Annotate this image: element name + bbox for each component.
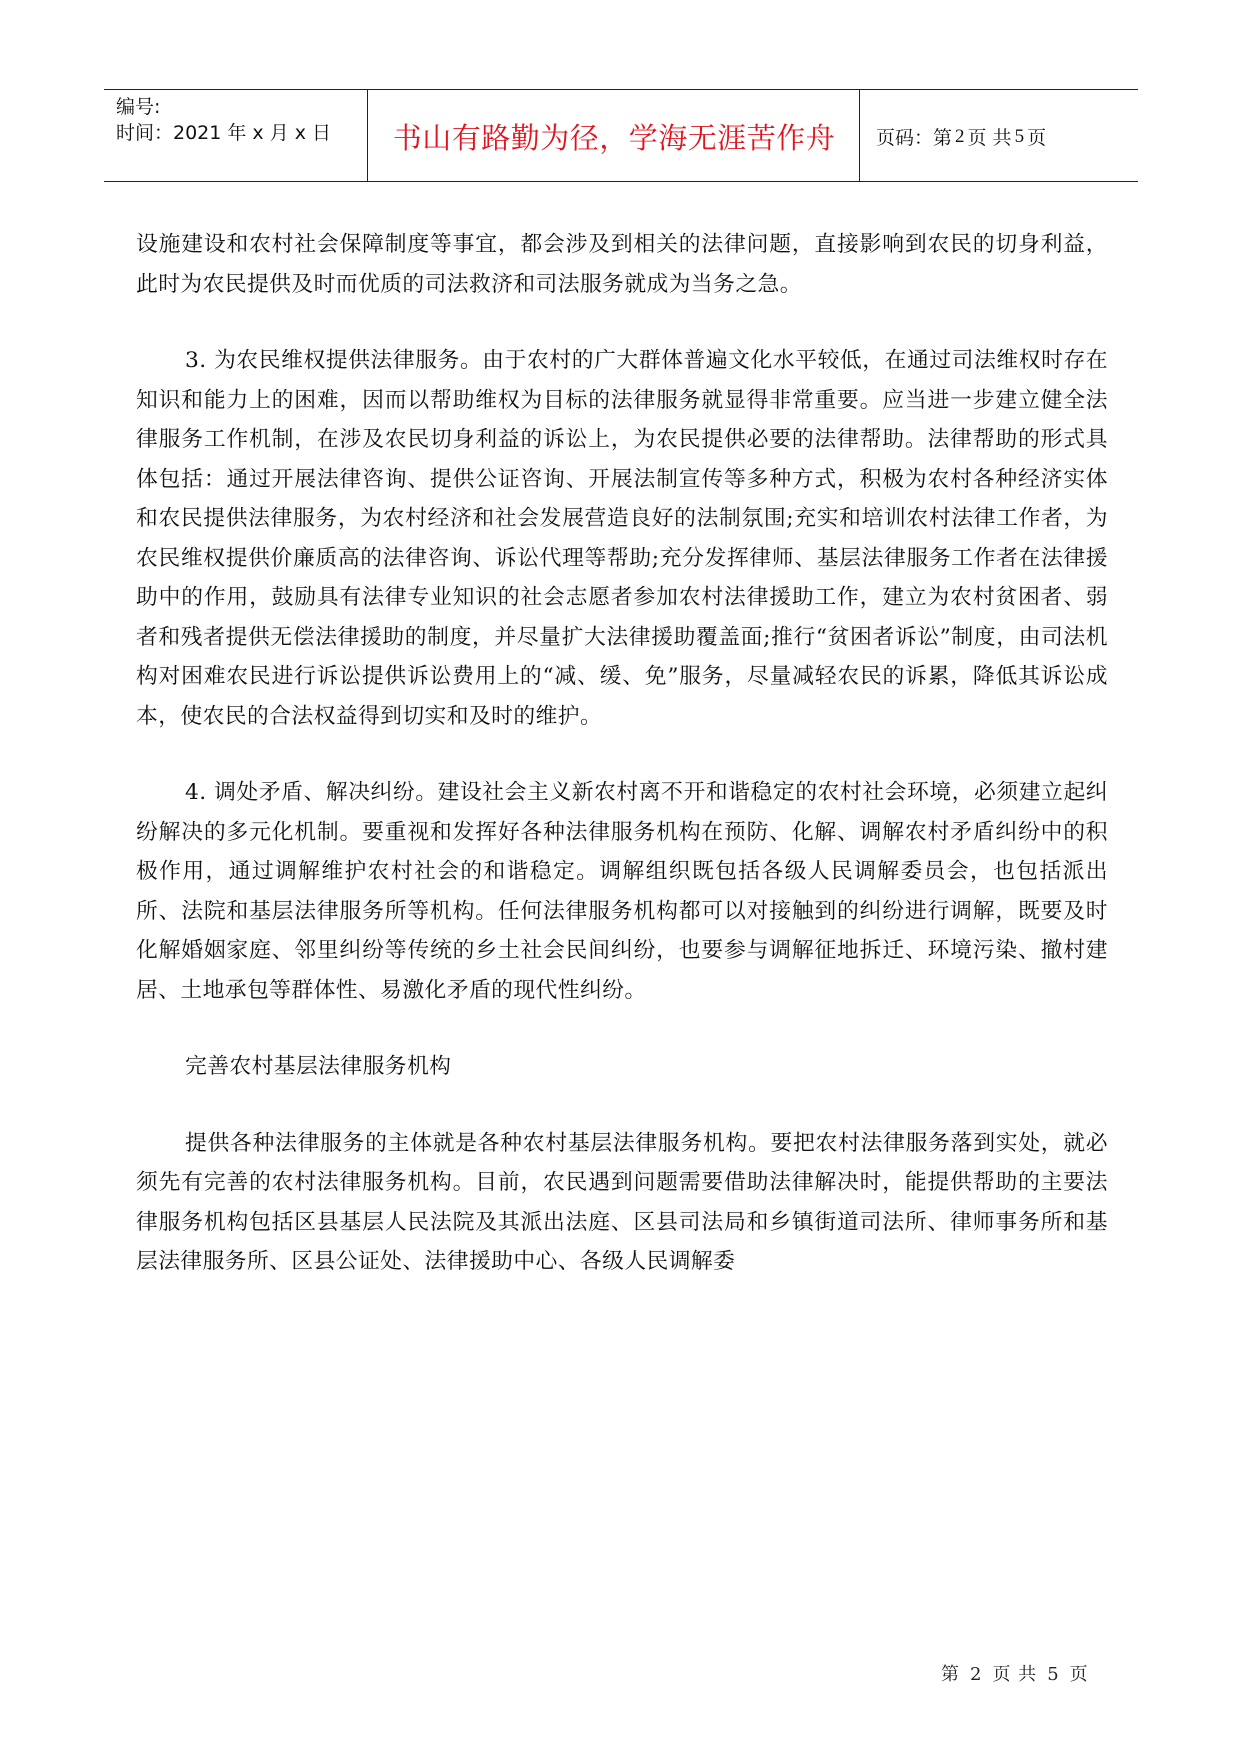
header-page-indicator: [876, 90, 1046, 180]
document-body: [136, 225, 1108, 1319]
serial-label: 编号:: [116, 96, 161, 118]
footer-total: 5: [1047, 1664, 1060, 1685]
paragraph-item-3: 3. 为农民维权提供法律服务。由于农村的广大群体普遍文化水平较低，在通过司法维权时存在知识和能力上的困难，因而以帮助维权为目标的法律服务就显得非常重要。应当进一步建立健全法律服务工作机制，在涉及农民切身利益的诉讼上，为农民提供必要的法律帮助。法律帮助的形式具体包括：通过开展法律咨询、提供公证咨询、开展法制宣传等多种方式，积极为农村各种经济实体和农民提供法律服务，为农村经济和社会发展营造良好的法制氛围;充实和培训农村法律工作者，为农民维权提供价廉质高的法律咨询、诉讼代理等帮助;充分发挥律师、基层法律服务工作者在法律援助中的作用，鼓励具有法律专业知识的社会志愿者参加农村法律援助工作，建立为农村贫困者、弱者和残者提供无偿法律援助的制度，并尽量扩大法律援助覆盖面;推行“贫困者诉讼”制度，由司法机构对困难农民进行诉讼提供诉讼费用上的“减、缓、免”服务，尽量减轻农民的诉累，降低其诉讼成本，使农民的合法权益得到切实和及时的维护。: [136, 348, 1108, 729]
page-footer: [936, 1660, 1094, 1686]
footer-suffix: 页: [1069, 1664, 1089, 1685]
paragraph-institutions: 提供各种法律服务的主体就是各种农村基层法律服务机构。要把农村法律服务落到实处，就必须先有完善的农村法律服务机构。目前，农民遇到问题需要借助法律解决时，能提供帮助的主要法律服务机构包括区县基层人民法院及其派出法庭、区县司法局和乡镇街道司法所、律师事务所和基层法律服务所、区县公证处、法律援助中心、各级人民调解委: [136, 1130, 1108, 1274]
pager-prefix: 页码：第: [876, 127, 953, 149]
header-motto: 书山有路勤为径，学海无涯苦作舟: [392, 121, 836, 155]
footer-prefix: 第: [941, 1664, 960, 1685]
paragraph-item-4: 4. 调处矛盾、解决纠纷。建设社会主义新农村离不开和谐稳定的农村社会环境，必须建立起纠纷解决的多元化机制。要重视和发挥好各种法律服务机构在预防、化解、调解农村矛盾纠纷中的积极作用，通过调解维护农村社会的和谐稳定。调解组织既包括各级人民调解委员会，也包括派出所、法院和基层法律服务所等机构。任何法律服务机构都可以对接触到的纠纷进行调解，既要及时化解婚姻家庭、邻里纠纷等传统的乡土社会民间纠纷，也要参与调解征地拆迁、环境污染、撤村建居、土地承包等群体性、易激化矛盾的现代性纠纷。: [136, 780, 1108, 1003]
footer-current: 2: [970, 1664, 983, 1685]
time-label: 时间：2021 年 x 月 x 日: [116, 122, 332, 144]
pager-current: 2: [955, 125, 965, 147]
pager-mid: 页 共: [967, 127, 1012, 149]
pager-total: 5: [1014, 125, 1025, 147]
paragraph-continuation: 设施建设和农村社会保障制度等事宜，都会涉及到相关的法律问题，直接影响到农民的切身利益，此时为农民提供及时而优质的司法救济和司法服务就成为当务之急。: [136, 232, 1108, 297]
header-divider-left: [367, 90, 368, 181]
section-heading: 完善农村基层法律服务机构: [185, 1054, 452, 1079]
header-meta: [116, 94, 331, 146]
pager-suffix: 页: [1027, 127, 1047, 149]
footer-mid: 页 共: [992, 1664, 1038, 1685]
document-header: [104, 89, 1138, 182]
header-divider-right: [859, 90, 860, 181]
